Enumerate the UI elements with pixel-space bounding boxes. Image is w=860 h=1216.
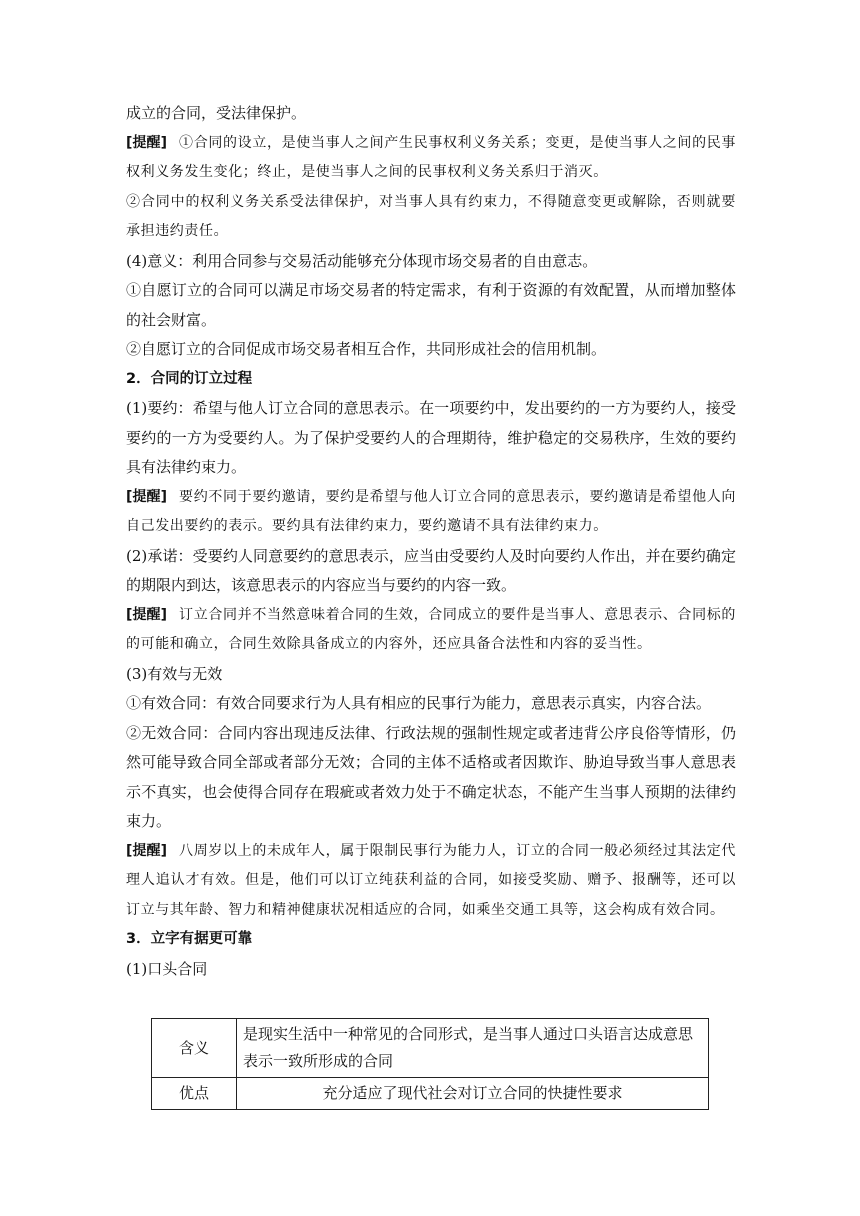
reminder-text: 订立合同并不当然意味着合同的生效，合同成立的要件是当事人、意思表示、合同标的的可能和确立，合同生效除具备成立的内容外，还应具备合法性和内容的妥当性。 — [126, 606, 736, 652]
reminder-text: 要约不同于要约邀请，要约是希望与他人订立合同的意思表示，要约邀请是希望他人向自己发出要约的表示。要约具有法律约束力，要约邀请不具有法律约束力。 — [126, 488, 736, 534]
paragraph: 成立的合同，受法律保护。 — [126, 104, 307, 122]
reminder-text: ①合同的设立，是使当事人之间产生民事权利义务关系；变更，是使当事人之间的民事权利义务发生变化；终止，是使当事人之间的民事权利义务关系归于消灭。 — [126, 134, 736, 180]
oral-contract-table — [151, 1018, 709, 1110]
paragraph: (1)口头合同 — [126, 959, 208, 978]
table-row-value: 是现实生活中一种常见的合同形式，是当事人通过口头语言达成意思表示一致所形成的合同 — [237, 1019, 709, 1078]
document-body — [126, 99, 736, 984]
table-row-value: 充分适应了现代社会对订立合同的快捷性要求 — [237, 1078, 709, 1110]
reminder-text: 八周岁以上的未成年人，属于限制民事行为能力人，订立的合同一般必须经过其法定代理人追认才有效。但是，他们可以订立纯获利益的合同，如接受奖励、赠予、报酬等，还可以订立与其年龄、智力和精神健康状况相适应的合同，如乘坐交通工具等，这会构成有效合同。 — [126, 842, 736, 918]
reminder-note — [126, 129, 736, 188]
section-heading: 3．立字有据更可靠 — [126, 931, 253, 947]
reminder-tag: [提醒] — [126, 488, 167, 505]
paragraph: ①自愿订立的合同可以满足市场交易者的特定需求，有利于资源的有效配置，从而增加整体的社会财富。 — [126, 281, 736, 329]
reminder-note-continued: ②合同中的权利义务关系受法律保护，对当事人具有约束力，不得随意变更或解除，否则就要承担违约责任。 — [126, 193, 736, 239]
reminder-note — [126, 837, 736, 926]
table-row-label: 优点 — [152, 1078, 237, 1110]
reminder-tag: [提醒] — [126, 606, 167, 623]
paragraph: (2)承诺：受要约人同意要约的意思表示，应当由受要约人及时向要约人作出，并在要约确定的期限内到达，该意思表示的内容应当与要约的内容一致。 — [126, 546, 736, 594]
section-heading: 2．合同的订立过程 — [126, 370, 253, 387]
paragraph: ②自愿订立的合同促成市场交易者相互合作，共同形成社会的信用机制。 — [126, 340, 607, 358]
reminder-note — [126, 601, 736, 660]
table-row-label: 含义 — [152, 1019, 237, 1078]
table-row — [152, 1019, 709, 1078]
paragraph: (3)有效与无效 — [126, 664, 223, 683]
reminder-note — [126, 483, 736, 542]
paragraph: ①有效合同：有效合同要求行为人具有相应的民事行为能力，意思表示真实，内容合法。 — [126, 694, 712, 712]
reminder-tag: [提醒] — [126, 842, 167, 859]
table-row — [152, 1078, 709, 1110]
paragraph: (1)要约：希望与他人订立合同的意思表示。在一项要约中，发出要约的一方为要约人，接受要约的一方为受要约人。为了保护受要约人的合理期待，维护稳定的交易秩序，生效的要约具有法律约束力。 — [126, 399, 736, 476]
paragraph: ②无效合同：合同内容出现违反法律、行政法规的强制性规定或者违背公序良俗等情形，仍然可能导致合同全部或者部分无效；合同的主体不适格或者因欺诈、胁迫导致当事人意思表示不真实，也会使得合同存在瑕疵或者效力处于不确定状态，不能产生当事人预期的法律约束力。 — [126, 723, 736, 830]
paragraph: (4)意义：利用合同参与交易活动能够充分体现市场交易者的自由意志。 — [126, 251, 598, 270]
reminder-tag: [提醒] — [126, 134, 167, 151]
